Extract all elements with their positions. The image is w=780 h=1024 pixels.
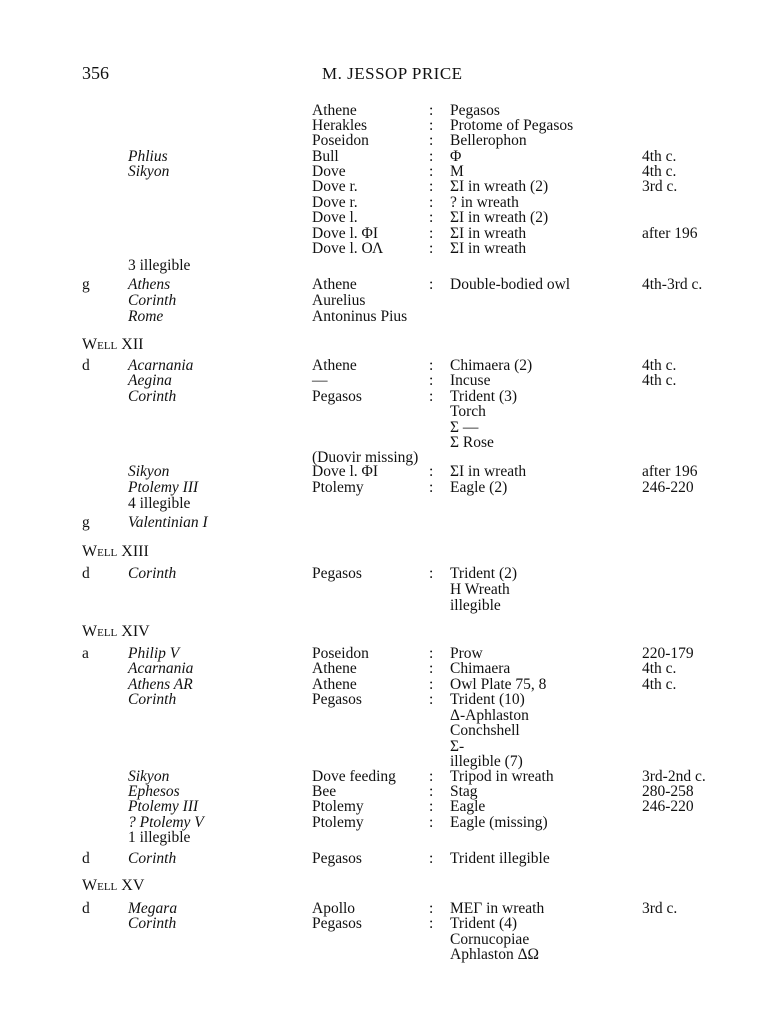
table-row <box>0 901 780 917</box>
place-name: Corinth <box>128 388 177 405</box>
obverse-type: — <box>312 372 328 389</box>
place-name: Sikyon <box>128 163 170 180</box>
table-row <box>0 195 780 211</box>
date-range: 220-179 <box>642 645 694 662</box>
table-row <box>0 708 780 724</box>
reverse-type: Aphlaston ΔΩ <box>450 946 540 963</box>
separator-colon: : <box>429 850 434 867</box>
place-name: Ptolemy III <box>128 479 199 496</box>
reverse-type: Σ- <box>450 738 465 755</box>
date-range: 4th c. <box>642 676 677 693</box>
separator-colon: : <box>429 691 434 708</box>
reverse-type: ΣΙ in wreath <box>450 240 527 257</box>
table-row <box>0 515 780 531</box>
table-row <box>0 815 780 831</box>
separator-colon: : <box>429 163 434 180</box>
place-name: Acarnania <box>128 357 194 374</box>
table-row <box>0 677 780 693</box>
obverse-type: Pegasos <box>312 691 362 708</box>
separator-colon: : <box>429 240 434 257</box>
place-name: Ephesos <box>128 783 180 800</box>
date-range: 4th-3rd c. <box>642 276 703 293</box>
reverse-type: Eagle <box>450 798 486 815</box>
separator-colon: : <box>429 388 434 405</box>
place-name: Phlius <box>128 148 168 165</box>
place-name: 1 illegible <box>128 829 191 846</box>
obverse-type: Apollo <box>312 900 356 917</box>
table-row <box>0 582 780 598</box>
place-name: Athens <box>128 276 171 293</box>
separator-colon: : <box>429 676 434 693</box>
separator-colon: : <box>429 225 434 242</box>
place-name: 4 illegible <box>128 495 191 512</box>
reverse-type: M <box>450 163 464 180</box>
obverse-type: Dove l. ΦΙ <box>312 225 378 242</box>
date-range: 4th c. <box>642 148 677 165</box>
date-range: 4th c. <box>642 357 677 374</box>
separator-colon: : <box>429 372 434 389</box>
table-row <box>0 566 780 582</box>
reverse-type: Σ — <box>450 419 479 436</box>
well-heading: Well XII <box>82 336 144 353</box>
date-range: 4th c. <box>642 372 677 389</box>
table-row <box>0 598 780 614</box>
place-name: Aegina <box>128 372 172 389</box>
reverse-type: illegible <box>450 597 501 614</box>
table-row <box>0 932 780 948</box>
reverse-type: Trident (3) <box>450 388 518 405</box>
table-row <box>0 723 780 739</box>
reverse-type: ? in wreath <box>450 194 519 211</box>
separator-colon: : <box>429 132 434 149</box>
separator-colon: : <box>429 479 434 496</box>
obverse-type: Herakles <box>312 117 368 134</box>
place-name: Rome <box>128 308 164 325</box>
table-row <box>0 947 780 963</box>
table-row <box>0 309 780 325</box>
place-name: Corinth <box>128 915 177 932</box>
obverse-type: Dove l. <box>312 209 358 226</box>
separator-colon: : <box>429 117 434 134</box>
reverse-type: ΣΙ in wreath (2) <box>450 178 549 195</box>
well-heading: Well XV <box>82 877 145 894</box>
reverse-type: Chimaera <box>450 660 511 677</box>
reverse-type: ΜΕΓ in wreath <box>450 900 545 917</box>
place-name: Acarnania <box>128 660 194 677</box>
place-name: Corinth <box>128 850 177 867</box>
obverse-type: Dove feeding <box>312 768 396 785</box>
place-name: Athens AR <box>128 676 193 693</box>
place-name: Megara <box>128 900 178 917</box>
reverse-type: Stag <box>450 783 478 800</box>
obverse-type: Pegasos <box>312 850 362 867</box>
index-letter: d <box>82 565 90 582</box>
table-row <box>0 739 780 755</box>
separator-colon: : <box>429 463 434 480</box>
place-name: Philip V <box>128 645 180 662</box>
reverse-type: H Wreath <box>450 581 510 598</box>
place-name: Corinth <box>128 565 177 582</box>
table-row <box>0 661 780 677</box>
reverse-type: Eagle (missing) <box>450 814 548 831</box>
date-range: 246-220 <box>642 479 694 496</box>
place-name: Valentinian I <box>128 514 208 531</box>
obverse-type: Poseidon <box>312 132 369 149</box>
obverse-type: Dove l. ΟΛ <box>312 240 384 257</box>
date-range: 280-258 <box>642 783 694 800</box>
table-row <box>0 464 780 480</box>
index-letter: d <box>82 850 90 867</box>
well-heading: Well XIV <box>82 623 150 640</box>
obverse-type: Pegasos <box>312 565 362 582</box>
obverse-type: Ptolemy <box>312 798 364 815</box>
reverse-type: Prow <box>450 645 483 662</box>
table-row <box>0 103 780 119</box>
obverse-type: Athene <box>312 276 357 293</box>
table-row <box>0 480 780 496</box>
separator-colon: : <box>429 768 434 785</box>
obverse-type: Dove r. <box>312 178 358 195</box>
obverse-type: Ptolemy <box>312 814 364 831</box>
separator-colon: : <box>429 645 434 662</box>
separator-colon: : <box>429 660 434 677</box>
date-range: 4th c. <box>642 163 677 180</box>
obverse-type: (Duovir missing) <box>312 449 419 466</box>
reverse-type: Bellerophon <box>450 132 527 149</box>
reverse-type: Tripod in wreath <box>450 768 554 785</box>
date-range: after 196 <box>642 463 698 480</box>
reverse-type: Δ-Aphlaston <box>450 707 529 724</box>
table-row <box>0 830 780 846</box>
reverse-type: Trident (10) <box>450 691 525 708</box>
page-number: 356 <box>82 63 109 83</box>
reverse-type: Eagle (2) <box>450 479 508 496</box>
index-letter: a <box>82 645 89 662</box>
date-range: 246-220 <box>642 798 694 815</box>
obverse-type: Athene <box>312 102 357 119</box>
obverse-type: Poseidon <box>312 645 369 662</box>
table-row <box>0 420 780 436</box>
place-name: Corinth <box>128 691 177 708</box>
table-row <box>0 277 780 293</box>
obverse-type: Bull <box>312 148 339 165</box>
obverse-type: Ptolemy <box>312 479 364 496</box>
table-row <box>0 118 780 134</box>
running-head: M. JESSOP PRICE <box>322 64 463 83</box>
reverse-type: Owl Plate 75, 8 <box>450 676 547 693</box>
index-letter: d <box>82 900 90 917</box>
separator-colon: : <box>429 357 434 374</box>
obverse-type: Athene <box>312 660 357 677</box>
date-range: after 196 <box>642 225 698 242</box>
reverse-type: Chimaera (2) <box>450 357 533 374</box>
separator-colon: : <box>429 814 434 831</box>
table-row <box>0 692 780 708</box>
index-letter: g <box>82 514 90 531</box>
separator-colon: : <box>429 148 434 165</box>
table-row <box>0 496 780 512</box>
reverse-type: ΣΙ in wreath <box>450 225 527 242</box>
table-row <box>0 293 780 309</box>
separator-colon: : <box>429 194 434 211</box>
index-letter: g <box>82 276 90 293</box>
separator-colon: : <box>429 565 434 582</box>
place-name: Corinth <box>128 292 177 309</box>
date-range: 3rd c. <box>642 178 678 195</box>
table-row <box>0 389 780 405</box>
index-letter: d <box>82 357 90 374</box>
separator-colon: : <box>429 915 434 932</box>
table-row <box>0 851 780 867</box>
obverse-type: Pegasos <box>312 388 362 405</box>
table-row <box>0 210 780 226</box>
separator-colon: : <box>429 102 434 119</box>
obverse-type: Bee <box>312 783 337 800</box>
table-row <box>0 258 780 274</box>
table-row <box>0 404 780 420</box>
reverse-type: Σ Rose <box>450 434 494 451</box>
separator-colon: : <box>429 209 434 226</box>
table-row <box>0 799 780 815</box>
table-row <box>0 133 780 149</box>
place-name: Sikyon <box>128 768 170 785</box>
reverse-type: Cornucopiae <box>450 931 530 948</box>
obverse-type: Aurelius <box>312 292 366 309</box>
reverse-type: Pegasos <box>450 102 500 119</box>
reverse-type: Trident illegible <box>450 850 550 867</box>
obverse-type: Antoninus Pius <box>312 308 408 325</box>
obverse-type: Dove <box>312 163 346 180</box>
reverse-type: Double-bodied owl <box>450 276 571 293</box>
reverse-type: Protome of Pegasos <box>450 117 574 134</box>
table-row <box>0 179 780 195</box>
obverse-type: Dove r. <box>312 194 358 211</box>
table-row <box>0 241 780 257</box>
place-name: Ptolemy III <box>128 798 199 815</box>
date-range: 3rd-2nd c. <box>642 768 706 785</box>
reverse-type: Torch <box>450 403 486 420</box>
reverse-type: Φ <box>450 148 462 165</box>
reverse-type: illegible (7) <box>450 753 523 770</box>
reverse-type: ΣΙ in wreath <box>450 463 527 480</box>
place-name: ? Ptolemy V <box>128 814 204 831</box>
place-name: Sikyon <box>128 463 170 480</box>
date-range: 3rd c. <box>642 900 678 917</box>
table-row <box>0 916 780 932</box>
reverse-type: ΣΙ in wreath (2) <box>450 209 549 226</box>
obverse-type: Athene <box>312 357 357 374</box>
table-row <box>0 373 780 389</box>
separator-colon: : <box>429 798 434 815</box>
reverse-type: Trident (2) <box>450 565 518 582</box>
reverse-type: Conchshell <box>450 722 520 739</box>
separator-colon: : <box>429 783 434 800</box>
well-heading: Well XIII <box>82 543 149 560</box>
obverse-type: Pegasos <box>312 915 362 932</box>
separator-colon: : <box>429 178 434 195</box>
obverse-type: Dove l. ΦΙ <box>312 463 378 480</box>
reverse-type: Trident (4) <box>450 915 518 932</box>
table-row <box>0 226 780 242</box>
place-name: 3 illegible <box>128 257 191 274</box>
date-range: 4th c. <box>642 660 677 677</box>
separator-colon: : <box>429 900 434 917</box>
obverse-type: Athene <box>312 676 357 693</box>
separator-colon: : <box>429 276 434 293</box>
reverse-type: Incuse <box>450 372 491 389</box>
